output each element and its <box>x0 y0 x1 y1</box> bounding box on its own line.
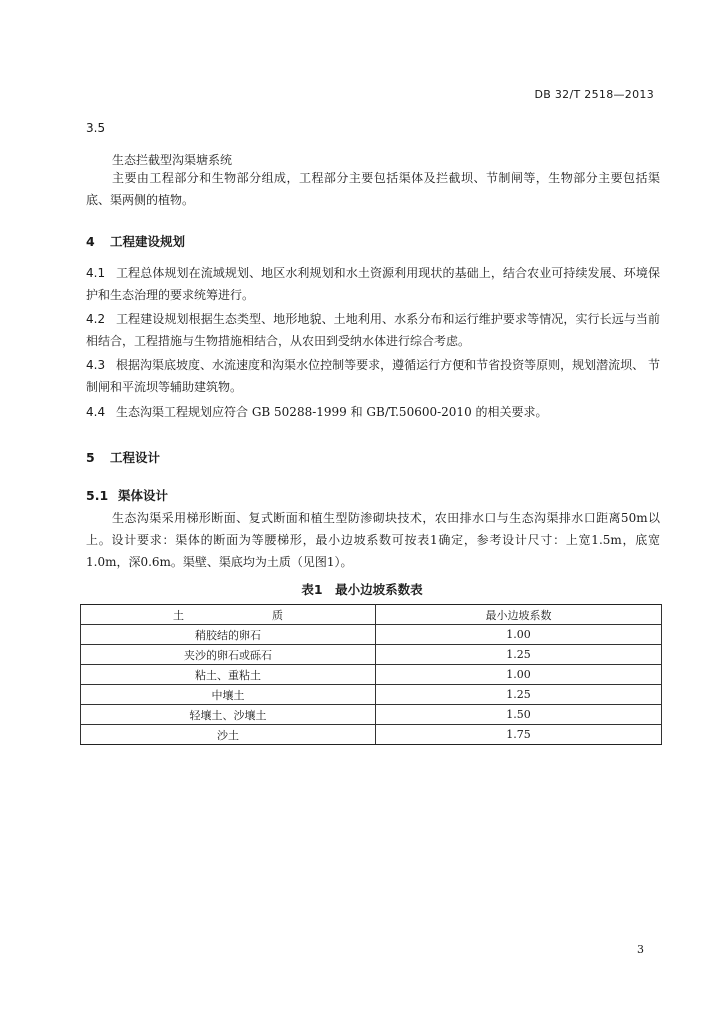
clause-number: 4.4 <box>86 405 106 419</box>
table-cell-coefficient: 1.00 <box>376 625 662 645</box>
term-number: 3.5 <box>86 121 106 135</box>
table-caption: 表1 最小边坡系数表 <box>301 582 423 597</box>
section-5-1-paragraph: 生态沟渠采用梯形断面、复式断面和植生型防渗砌块技术，农田排水口与生态沟渠排水口距离50m以上。设计要求：渠体的断面为等腰梯形，最小边坡系数可按表1确定，参考设计尺寸：上宽1.5m，底宽1.0m，深0.6m。渠壁、渠底均为土质（见图1）。 <box>86 511 660 569</box>
section-5-1-heading <box>86 486 168 504</box>
document-code: DB 32/T 2518—2013 <box>534 88 654 101</box>
table-cell-coefficient: 1.00 <box>376 665 662 685</box>
table-cell-soil: 夹沙的卵石或砾石 <box>81 645 376 665</box>
section-5-1-number: 5.1 <box>86 488 109 503</box>
table-cell-soil: 中壤土 <box>81 685 376 705</box>
clause-text: 根据沟渠底坡度、水流速度和沟渠水位控制等要求，遵循运行方便和节省投资等原则，规划潜流坝、 节制闸和平流坝等辅助建筑物。 <box>86 358 660 394</box>
table-cell-coefficient: 1.75 <box>376 725 662 745</box>
section-5-number: 5 <box>86 450 95 465</box>
clause-number: 4.3 <box>86 358 106 372</box>
clause-4-2 <box>86 308 660 352</box>
table-row <box>81 725 662 745</box>
section-5-title: 工程设计 <box>110 450 161 465</box>
clause-4-4 <box>86 401 660 423</box>
clause-text: 生态沟渠工程规划应符合 GB 50288-1999 和 GB/T.50600-2010 的相关要求。 <box>116 405 548 419</box>
clause-number: 4.2 <box>86 312 106 326</box>
section-4-heading <box>86 232 185 250</box>
page-number: 3 <box>637 943 644 956</box>
table-row <box>81 705 662 725</box>
table-cell-coefficient: 1.25 <box>376 685 662 705</box>
table-cell-soil: 轻壤土、沙壤土 <box>81 705 376 725</box>
clause-4-1 <box>86 262 660 306</box>
table-row <box>81 685 662 705</box>
table-row <box>81 665 662 685</box>
slope-coefficient-table <box>80 604 662 745</box>
table-header-row <box>81 605 662 625</box>
section-4-title: 工程建设规划 <box>110 234 186 249</box>
term-name: 生态拦截型沟渠塘系统 <box>112 153 233 167</box>
clause-text: 工程建设规划根据生态类型、地形地貌、土地利用、水系分布和运行维护要求等情况，实行长远与当前相结合，工程措施与生物措施相结合，从农田到受纳水体进行综合考虑。 <box>86 312 660 348</box>
table-cell-soil: 粘土、重粘土 <box>81 665 376 685</box>
table-cell-soil: 稍胶结的卵石 <box>81 625 376 645</box>
table-row <box>81 625 662 645</box>
table-row <box>81 645 662 665</box>
term-definition: 主要由工程部分和生物部分组成，工程部分主要包括渠体及拦截坝、节制闸等，生物部分主要包括渠底、渠两侧的植物。 <box>86 171 660 207</box>
table-cell-coefficient: 1.25 <box>376 645 662 665</box>
clause-4-3 <box>86 354 660 398</box>
clause-number: 4.1 <box>86 266 106 280</box>
table-header-soil: 土 质 <box>81 605 376 625</box>
table-cell-coefficient: 1.50 <box>376 705 662 725</box>
section-5-heading <box>86 448 160 466</box>
table-header-coefficient: 最小边坡系数 <box>376 605 662 625</box>
clause-text: 工程总体规划在流域规划、地区水利规划和水土资源利用现状的基础上，结合农业可持续发展、环境保护和生态治理的要求统筹进行。 <box>86 266 660 302</box>
section-4-number: 4 <box>86 234 95 249</box>
section-5-1-title: 渠体设计 <box>118 488 169 503</box>
table-cell-soil: 沙土 <box>81 725 376 745</box>
